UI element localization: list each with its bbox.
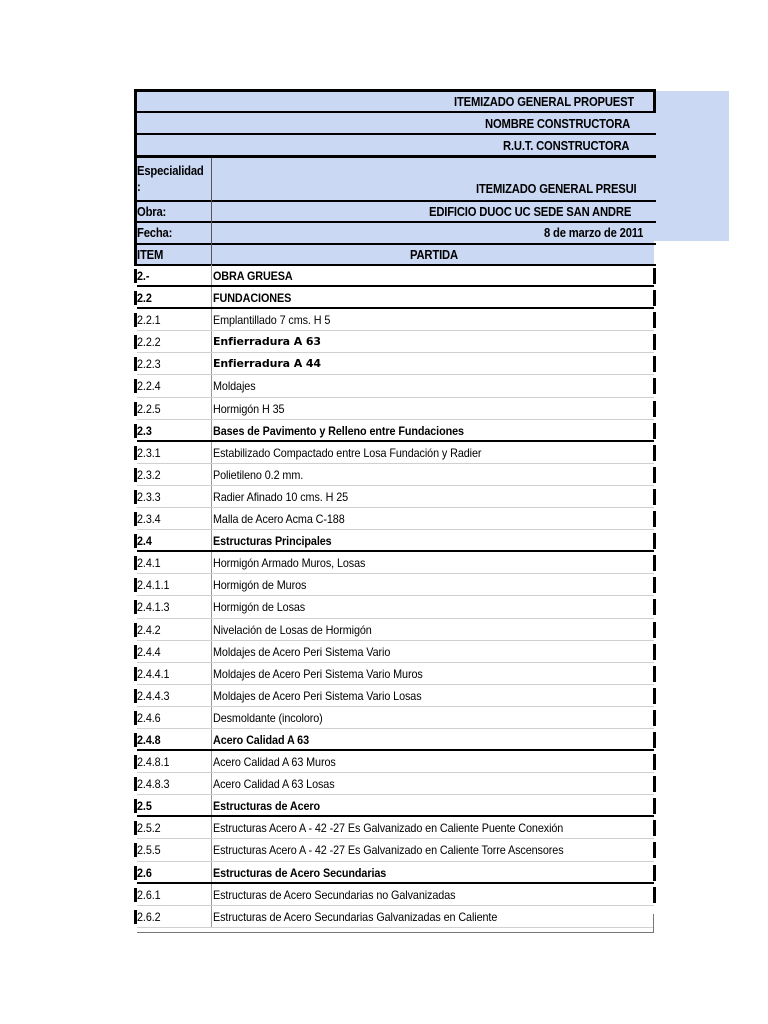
item-code: 2.2 — [137, 291, 152, 306]
column-separator — [211, 596, 212, 618]
table-row — [0, 751, 768, 773]
item-description: Moldajes de Acero Peri Sistema Vario Losas — [213, 688, 422, 703]
row-right-border — [653, 754, 656, 770]
table-row — [0, 464, 768, 486]
column-separator — [211, 619, 212, 641]
table-row — [0, 884, 768, 906]
table-row — [0, 663, 768, 685]
row-right-border — [653, 798, 656, 814]
column-separator — [211, 795, 212, 817]
item-code: 2.4.6 — [137, 710, 161, 725]
row-right-border — [653, 732, 656, 748]
row-right-border — [653, 356, 656, 372]
column-separator — [211, 906, 212, 928]
row-right-border — [653, 599, 656, 615]
column-separator — [211, 420, 212, 442]
item-description: Hormigón Armado Muros, Losas — [213, 556, 366, 571]
table-row — [0, 309, 768, 331]
item-code: 2.4.4.1 — [137, 666, 170, 681]
item-code: 2.4.8.1 — [137, 755, 170, 770]
item-code: 2.4.1.1 — [137, 578, 170, 593]
table-row — [0, 530, 768, 552]
column-separator — [211, 486, 212, 508]
item-code: 2.2.1 — [137, 313, 161, 328]
item-code: 2.5 — [137, 799, 152, 814]
row-right-border — [653, 842, 656, 858]
row-right-border — [653, 865, 656, 881]
item-code: 2.3 — [137, 423, 152, 438]
table-row — [0, 574, 768, 596]
column-separator — [211, 884, 212, 906]
row-right-border — [653, 445, 656, 461]
item-description: Estructuras de Acero Secundarias — [213, 865, 387, 880]
row-right-border — [653, 555, 656, 571]
row-right-border — [653, 423, 656, 439]
row-right-border — [653, 401, 656, 417]
item-description: Moldajes — [213, 379, 256, 394]
item-description: Estructuras de Acero Secundarias no Galvanizadas — [213, 887, 456, 902]
column-separator — [211, 442, 212, 464]
item-description: Hormigón de Losas — [213, 600, 306, 615]
item-description: Desmoldante (incoloro) — [213, 710, 323, 725]
obra-label: Obra: — [137, 205, 167, 219]
especialidad-colon: : — [137, 180, 141, 194]
item-description: Estructuras de Acero — [213, 799, 321, 814]
obra-value: EDIFICIO DUOC UC SEDE SAN ANDRE — [429, 205, 632, 219]
row-right-border — [653, 312, 656, 328]
item-description: Enfierradura A 63 — [213, 335, 321, 349]
column-separator — [211, 817, 212, 839]
row-right-border — [653, 577, 656, 593]
header-overflow-fill — [654, 91, 729, 241]
item-description: Estructuras Principales — [213, 534, 332, 549]
column-separator — [211, 663, 212, 685]
column-separator — [211, 552, 212, 574]
row-right-border — [653, 820, 656, 836]
column-separator — [211, 508, 212, 530]
row-right-border — [653, 511, 656, 527]
item-description: Enfierradura A 44 — [213, 357, 321, 371]
item-description: Acero Calidad A 63 Losas — [213, 777, 335, 792]
especialidad-value: ITEMIZADO GENERAL PRESUI — [475, 182, 637, 196]
item-description: Moldajes de Acero Peri Sistema Vario Muros — [213, 666, 423, 681]
column-separator — [211, 530, 212, 552]
column-separator — [211, 331, 212, 353]
item-description: Moldajes de Acero Peri Sistema Vario — [213, 644, 391, 659]
row-right-border — [653, 688, 656, 704]
item-description: Acero Calidad A 63 Muros — [213, 755, 336, 770]
item-code: 2.5.5 — [137, 843, 161, 858]
item-description: Bases de Pavimento y Relleno entre Fundaciones — [213, 423, 464, 438]
column-separator — [211, 265, 212, 287]
column-separator — [211, 773, 212, 795]
column-separator — [211, 353, 212, 375]
table-row — [0, 839, 768, 861]
especialidad-label: Especialidad — [137, 164, 204, 178]
table-row — [0, 398, 768, 420]
item-code: 2.6.1 — [137, 887, 161, 902]
table-row — [0, 862, 768, 884]
fecha-label: Fecha: — [137, 226, 173, 240]
item-code: 2.3.1 — [137, 445, 161, 460]
item-code: 2.- — [137, 269, 150, 283]
item-code: 2.4.1 — [137, 556, 161, 571]
sheet-title: ITEMIZADO GENERAL PROPUEST — [453, 95, 634, 109]
item-code: 2.4.8 — [137, 732, 161, 747]
table-row — [0, 486, 768, 508]
column-separator — [211, 751, 212, 773]
column-separator — [211, 839, 212, 861]
item-description: Estructuras de Acero Secundarias Galvanizadas en Caliente — [213, 909, 498, 924]
row-right-border — [653, 378, 656, 394]
column-header-item: ITEM — [137, 248, 164, 262]
column-header-partida: PARTIDA — [410, 248, 458, 262]
item-code: 2.2.3 — [137, 357, 161, 372]
item-code: 2.5.2 — [137, 821, 161, 836]
item-description: Emplantillado 7 cms. H 5 — [213, 313, 331, 328]
item-code: 2.2.5 — [137, 401, 161, 416]
item-description: Nivelación de Losas de Hormigón — [213, 622, 372, 637]
column-separator — [211, 309, 212, 331]
row-right-border — [653, 467, 656, 483]
table-row — [0, 596, 768, 618]
row-bottom-border — [137, 927, 654, 928]
table-row — [0, 773, 768, 795]
item-code: 2.4.4.3 — [137, 688, 170, 703]
item-code: 2.6 — [137, 865, 152, 880]
item-description: Estabilizado Compactado entre Losa Fundación y Radier — [213, 445, 482, 460]
column-separator — [211, 375, 212, 397]
row-right-border — [653, 622, 656, 638]
row-right-border — [653, 268, 656, 284]
table-row — [0, 552, 768, 574]
table-row — [0, 729, 768, 751]
table-row — [0, 331, 768, 353]
column-separator — [211, 464, 212, 486]
item-code: 2.3.3 — [137, 489, 161, 504]
item-table — [0, 265, 768, 928]
column-separator — [211, 574, 212, 596]
item-code: 2.4.1.3 — [137, 600, 170, 615]
row-right-border — [653, 290, 656, 306]
table-row — [0, 685, 768, 707]
table-row — [0, 265, 768, 287]
item-code: 2.4.8.3 — [137, 777, 170, 792]
table-row — [0, 707, 768, 729]
item-description: Estructuras Acero A - 42 -27 Es Galvanizado en Caliente Puente Conexión — [213, 821, 564, 836]
item-code: 2.2.2 — [137, 335, 161, 350]
item-description: Radier Afinado 10 cms. H 25 — [213, 489, 349, 504]
row-right-border — [653, 334, 656, 350]
table-row — [0, 619, 768, 641]
table-row — [0, 641, 768, 663]
item-description: Polietileno 0.2 mm. — [213, 467, 304, 482]
table-row — [0, 442, 768, 464]
item-description: Hormigón H 35 — [213, 401, 285, 416]
item-description: Estructuras Acero A - 42 -27 Es Galvanizado en Caliente Torre Ascensores — [213, 843, 564, 858]
item-code: 2.4 — [137, 534, 152, 549]
item-description: Hormigón de Muros — [213, 578, 307, 593]
row-right-border — [653, 776, 656, 792]
column-separator — [211, 862, 212, 884]
item-code: 2.4.4 — [137, 644, 161, 659]
column-separator — [211, 707, 212, 729]
company-rut: R.U.T. CONSTRUCTORA — [502, 139, 629, 153]
row-right-border — [653, 533, 656, 549]
table-row — [0, 287, 768, 309]
item-code: 2.3.2 — [137, 467, 161, 482]
column-separator — [211, 641, 212, 663]
item-code: 2.4.2 — [137, 622, 161, 637]
row-right-border — [653, 489, 656, 505]
company-name: NOMBRE CONSTRUCTORA — [484, 117, 630, 131]
column-separator — [211, 287, 212, 309]
row-right-border — [653, 887, 656, 903]
item-description: Acero Calidad A 63 — [213, 732, 310, 747]
table-row — [0, 508, 768, 530]
item-description: Malla de Acero Acma C-188 — [213, 512, 345, 527]
column-separator — [211, 398, 212, 420]
row-right-border — [653, 644, 656, 660]
fecha-value: 8 de marzo de 2011 — [543, 226, 643, 240]
column-separator — [211, 685, 212, 707]
table-row — [0, 375, 768, 397]
item-description: FUNDACIONES — [213, 291, 292, 306]
item-code: 2.2.4 — [137, 379, 161, 394]
column-separator — [211, 729, 212, 751]
item-code: 2.3.4 — [137, 512, 161, 527]
item-description: OBRA GRUESA — [213, 269, 293, 283]
table-row — [0, 817, 768, 839]
table-row — [0, 795, 768, 817]
table-row — [0, 420, 768, 442]
table-row — [0, 353, 768, 375]
item-code: 2.6.2 — [137, 909, 161, 924]
row-right-border — [653, 666, 656, 682]
row-right-border — [653, 710, 656, 726]
